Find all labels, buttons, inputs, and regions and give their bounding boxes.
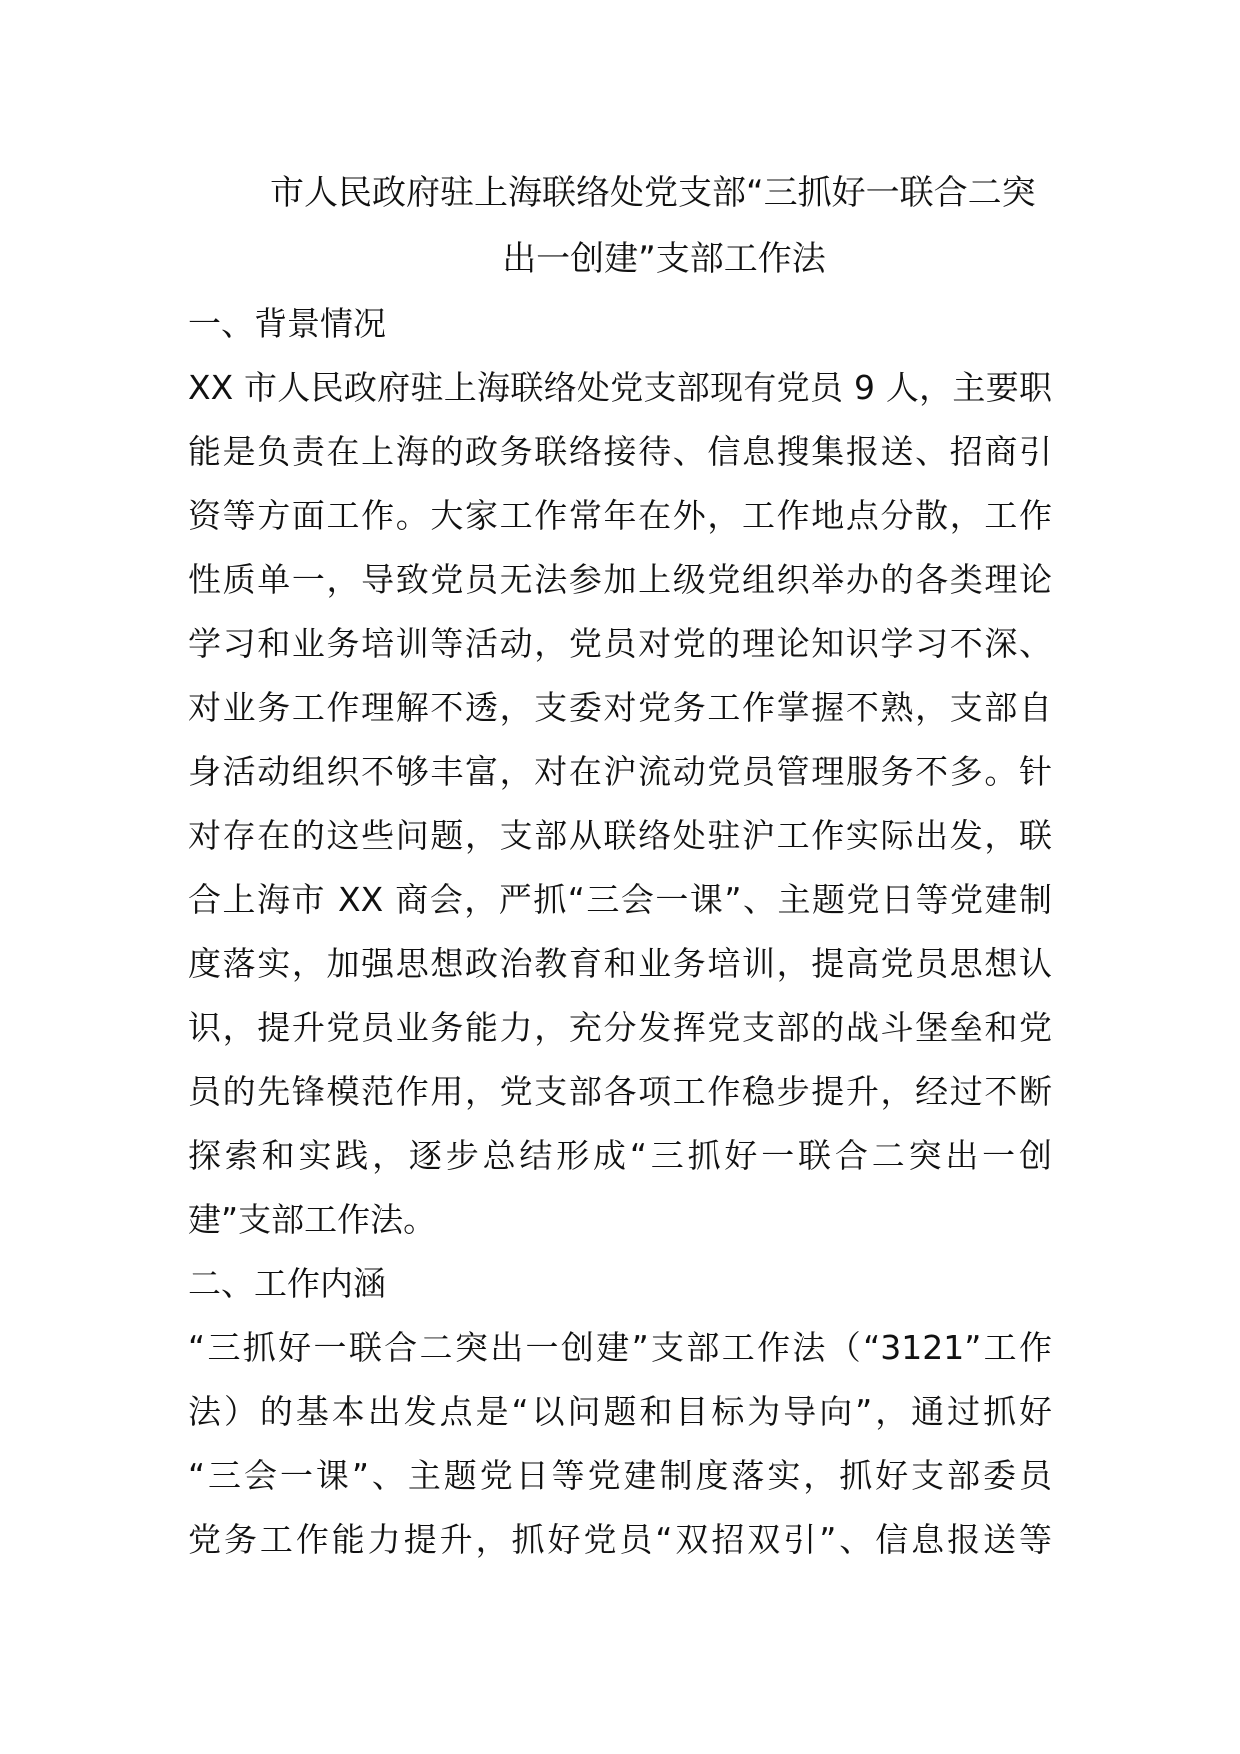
paragraph-line: 探索和实践，逐步总结形成“三抓好一联合二突出一创 xyxy=(188,1136,1052,1175)
section-heading-connotation: 二、工作内涵 xyxy=(188,1264,386,1303)
paragraph-line: 员的先锋模范作用，党支部各项工作稳步提升，经过不断 xyxy=(188,1072,1052,1111)
section-heading-background: 一、背景情况 xyxy=(188,304,386,343)
paragraph-line: 党务工作能力提升，抓好党员“双招双引”、信息报送等 xyxy=(188,1520,1052,1559)
paragraph-line: 法）的基本出发点是“以问题和目标为导向”，通过抓好 xyxy=(188,1392,1052,1431)
paragraph-line: 建”支部工作法。 xyxy=(188,1200,437,1239)
paragraph-line: 学习和业务培训等活动，党员对党的理论知识学习不深、 xyxy=(188,624,1052,663)
paragraph-line: 性质单一，导致党员无法参加上级党组织举办的各类理论 xyxy=(188,560,1052,599)
document-title-line-1: 市人民政府驻上海联络处党支部“三抓好一联合二突 xyxy=(270,173,1036,213)
paragraph-line: 身活动组织不够丰富，对在沪流动党员管理服务不多。针 xyxy=(188,752,1052,791)
paragraph-line: 合上海市 XX 商会，严抓“三会一课”、主题党日等党建制 xyxy=(188,880,1052,919)
paragraph-line: “三抓好一联合二突出一创建”支部工作法（“3121”工作 xyxy=(188,1328,1052,1367)
paragraph-line: 能是负责在上海的政务联络接待、信息搜集报送、招商引 xyxy=(188,432,1052,471)
paragraph-line: 对业务工作理解不透，支委对党务工作掌握不熟，支部自 xyxy=(188,688,1052,727)
paragraph-line: 资等方面工作。大家工作常年在外，工作地点分散，工作 xyxy=(188,496,1052,535)
paragraph-line: 识，提升党员业务能力，充分发挥党支部的战斗堡垒和党 xyxy=(188,1008,1052,1047)
paragraph-line: 对存在的这些问题，支部从联络处驻沪工作实际出发，联 xyxy=(188,816,1052,855)
paragraph-line: “三会一课”、主题党日等党建制度落实，抓好支部委员 xyxy=(188,1456,1052,1495)
paragraph-line: XX 市人民政府驻上海联络处党支部现有党员 9 人，主要职 xyxy=(188,368,1052,407)
document-title-line-2: 出一创建”支部工作法 xyxy=(502,239,826,279)
paragraph-line: 度落实，加强思想政治教育和业务培训，提高党员思想认 xyxy=(188,944,1052,983)
